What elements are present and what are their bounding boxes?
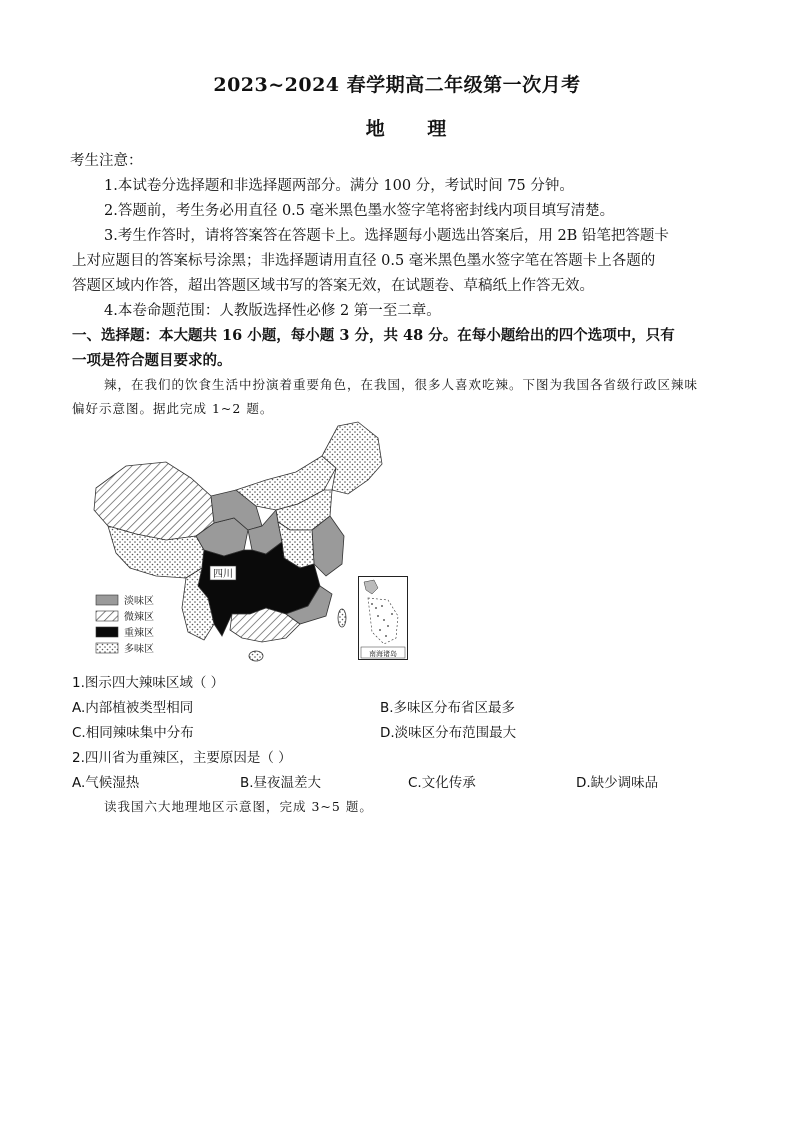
q2-option-d: D.缺少调味品 xyxy=(576,775,659,791)
inset-label: 南海诸岛 xyxy=(369,650,397,658)
exam-title: 2023~2024 春学期高二年级第一次月考 xyxy=(213,74,581,96)
sichuan-label: 四川 xyxy=(213,569,233,580)
legend-label-light: 淡味区 xyxy=(124,596,154,607)
intro-1-line-2: 偏好示意图。据此完成 1~2 题。 xyxy=(72,401,274,416)
notice-item-4: 4.本卷命题范围：人教版选择性必修 2 第一至二章。 xyxy=(104,303,441,319)
q2-stem: 2.四川省为重辣区，主要原因是（ ） xyxy=(72,750,292,766)
legend-swatch-mild xyxy=(96,611,118,621)
legend-label-multi: 多味区 xyxy=(124,644,154,655)
legend-label-heavy: 重辣区 xyxy=(124,628,154,639)
notice-item-3c: 答题区域内作答，超出答题区域书写的答案无效，在试题卷、草稿纸上作答无效。 xyxy=(72,278,594,294)
notice-item-3b: 上对应题目的答案标号涂黑；非选择题请用直径 0.5 毫米黑色墨水签字笔在答题卡上各题的 xyxy=(72,253,656,269)
legend-swatch-heavy xyxy=(96,627,118,637)
map-legend xyxy=(96,594,154,655)
q1-option-d: D.淡味区分布范围最大 xyxy=(380,725,517,741)
legend-swatch-light xyxy=(96,595,118,605)
intro-1-line-1: 辣，在我们的饮食生活中扮演着重要角色，在我国，很多人喜欢吃辣。下图为我国各省级行政区辣味 xyxy=(104,377,699,392)
q2-option-a: A.气候湿热 xyxy=(72,775,140,791)
q1-option-c: C.相同辣味集中分布 xyxy=(72,725,194,741)
south-china-sea-inset xyxy=(358,576,408,660)
q2-option-c: C.文化传承 xyxy=(408,775,476,791)
map-region-hainan xyxy=(249,651,263,661)
legend-label-mild: 微辣区 xyxy=(124,612,154,623)
q1-option-b: B.多味区分布省区最多 xyxy=(380,700,516,716)
q1-option-a: A.内部植被类型相同 xyxy=(72,700,194,716)
section-1-line-1: 一、选择题：本大题共 16 小题，每小题 3 分，共 48 分。在每小题给出的四个选项中，只有 xyxy=(72,327,675,344)
notice-heading: 考生注意： xyxy=(70,153,143,169)
spicy-preference-map xyxy=(86,418,400,666)
map-region-taiwan xyxy=(338,609,346,627)
subject-title: 地 理 xyxy=(365,118,465,140)
section-1-line-2: 一项是符合题目要求的。 xyxy=(72,352,232,369)
notice-item-1: 1.本试卷分选择题和非选择题两部分。满分 100 分，考试时间 75 分钟。 xyxy=(104,178,574,194)
notice-item-2: 2.答题前，考生务必用直径 0.5 毫米黑色墨水签字笔将密封线内项目填写清楚。 xyxy=(104,203,615,219)
q1-stem: 1.图示四大辣味区域（ ） xyxy=(72,675,225,691)
map-region-northeast xyxy=(322,422,382,494)
legend-swatch-multi xyxy=(96,643,118,653)
intro-2: 读我国六大地理地区示意图，完成 3~5 题。 xyxy=(104,799,373,814)
q2-option-b: B.昼夜温差大 xyxy=(240,775,322,791)
notice-item-3a: 3.考生作答时，请将答案答在答题卡上。选择题每小题选出答案后，用 2B 铅笔把答题卡 xyxy=(104,228,669,244)
